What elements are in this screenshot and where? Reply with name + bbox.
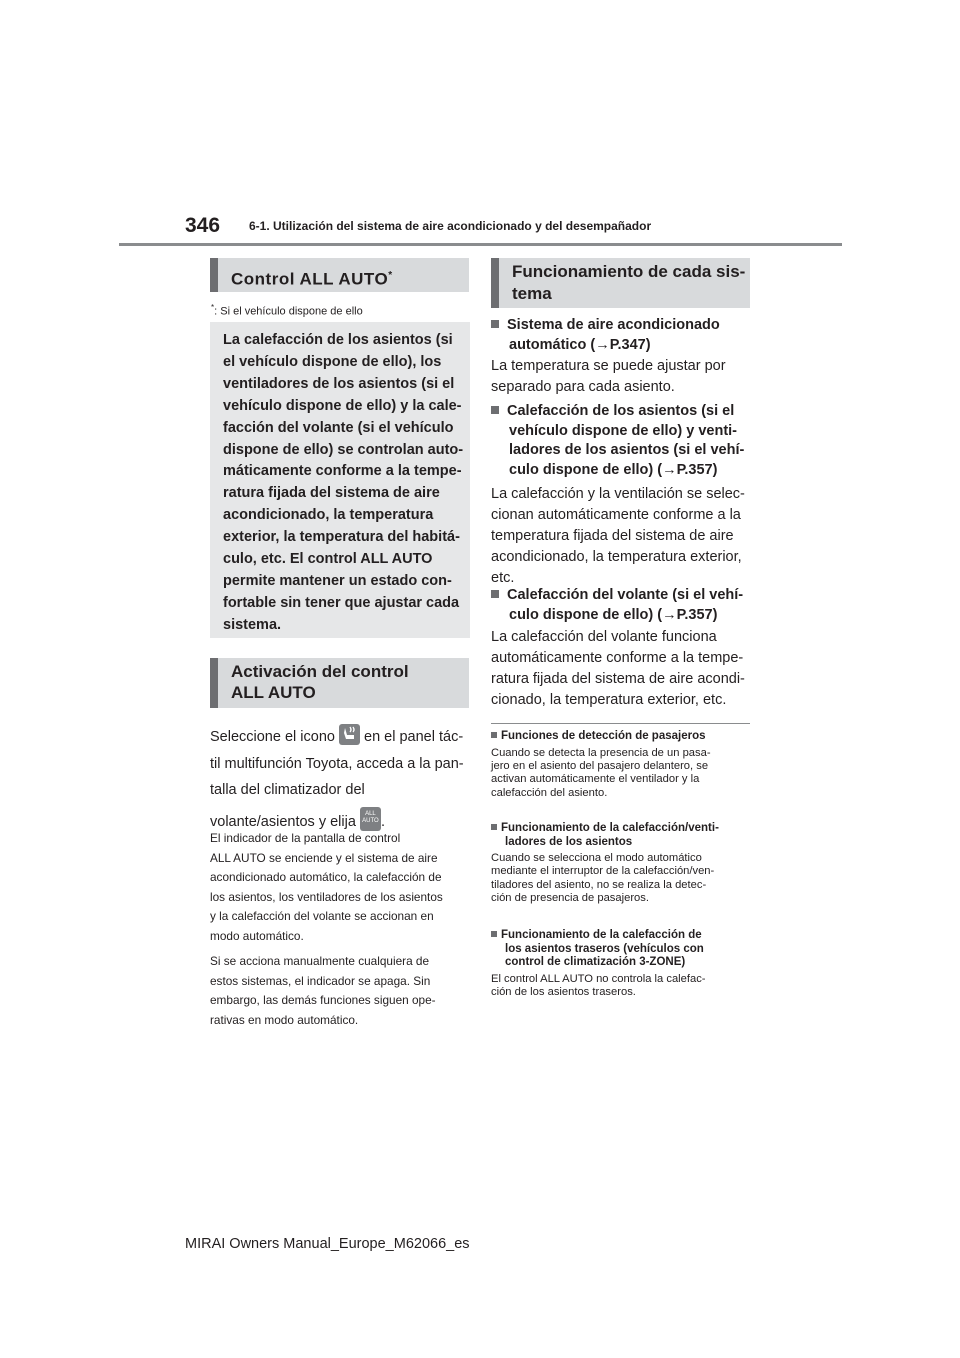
t2-line: cionan automáticamente conforme a la [491,507,741,523]
footnote [211,303,363,318]
note1-line: jero en el asiento del pasajero delantero, se [491,759,709,772]
heading-activation-line2: ALL AUTO [231,683,316,702]
section-title: 6-1. Utilización del sistema de aire acondicionado y del desempañador [249,219,652,233]
note3-head1: Funcionamiento de la calefacción de [501,929,702,941]
bullet3-line1: Calefacción del volante (si el vehí- [507,587,744,603]
bullet1-line1: Sistema de aire acondicionado [507,317,720,333]
summary-line: acondicionado, la temperatura [223,507,434,524]
steps-line1-post: en el panel tác- [364,729,464,745]
steps-line1-pre: Seleccione el icono [210,729,335,745]
heading-control-all-auto [210,258,469,292]
t1-line: La temperatura se puede ajustar por [491,358,726,374]
text-air-conditioning [491,356,756,398]
para1-line: acondicionado automático, la calefacción de [210,870,442,884]
square-bullet-icon [491,406,499,414]
t1-line: separado para cada asiento. [491,379,675,395]
summary-line: dispone de ello) se controlan auto- [223,441,464,458]
t2-line: temperatura fijada del sistema de aire [491,528,734,544]
t2-line: etc. [491,570,515,586]
summary-line: exterior, la temperatura del habitá- [223,529,460,546]
heading-each-system-line2: tema [512,284,552,303]
note1-line: activan automáticamente el ventilador y la [491,773,700,786]
notes-divider [491,723,750,724]
bullet2-line2: vehículo dispone de ello) y venti- [509,422,738,439]
note3-head2: los asientos traseros (vehículos con [505,942,704,955]
note3-head3: control de climatización 3-ZONE) [505,956,686,968]
indicator-paragraph [210,829,472,946]
note2-line: mediante el interruptor de la calefacción/ven- [491,865,715,878]
para1-line: El indicador de la pantalla de control [210,831,401,845]
note1-line: Cuando se detecta la presencia de un pasa- [491,746,711,759]
summary-line: máticamente conforme a la tempe- [223,463,462,480]
note2-head1: Funcionamiento de la calefacción/venti- [501,822,719,834]
footer-text: MIRAI Owners Manual_Europe_M62066_es [185,1236,470,1252]
heading-asterisk: * [388,270,393,281]
steps-line3: talla del climatizador del [210,782,365,798]
steps-line4-pre: volante/asientos y elija [210,814,356,830]
note2-head2: ladores de los asientos [505,835,633,848]
heading-each-system-line1: Funcionamiento de cada sis- [512,262,746,281]
square-bullet-icon [491,824,497,830]
summary-line: ratura fijada del sistema de aire [223,485,440,502]
steps-line4-post: . [380,814,385,830]
bullet1-line2: automático (→P.347) [509,336,651,353]
heading-control-all-auto-text: Control ALL AUTO [231,269,389,289]
summary-line: ventiladores de los asientos (si el [223,375,455,392]
summary-box [210,322,470,638]
t2-line: La calefacción y la ventilación se selec- [491,486,745,502]
summary-line: culo, etc. El control ALL AUTO [223,551,433,568]
t3-line: cionado, la temperatura exterior, etc. [491,692,727,708]
note-passenger-detection [491,730,756,800]
t3-line: ratura fijada del sistema de aire acondi- [491,671,745,687]
header-rule [119,243,842,246]
summary-line: fortable sin tener que ajustar cada [223,594,460,611]
note2-line: ción de presencia de pasajeros. [491,892,649,905]
text-steering-heating [491,627,756,711]
summary-line: vehículo dispone de ello) y la cale- [223,397,462,414]
summary-line: permite mantener un estado con- [223,572,452,589]
bullet-seat-heating [491,402,756,480]
seat-heater-icon [339,724,360,745]
square-bullet-icon [491,732,497,738]
note1-head: Funciones de detección de pasajeros [501,730,706,742]
summary-line: La calefacción de los asientos (si [223,332,453,348]
bullet-steering-heating [491,586,756,625]
heading-each-system [491,258,750,308]
bullet-air-conditioning [491,316,756,355]
note2-line: tiladores del asiento, no se realiza la detec- [491,878,707,891]
heading-activation-line1: Activación del control [231,662,409,681]
manual-operation-paragraph [210,952,472,1030]
note-seat-heating-operation [491,822,756,906]
page-number: 346 [185,214,221,237]
heading-activation [210,658,469,708]
note1-line: calefacción del asiento. [491,786,608,799]
para2-line: rativas en modo automático. [210,1012,359,1027]
steps-line2: til multifunción Toyota, acceda a la pan- [210,756,464,772]
para1-line: ALL AUTO se enciende y el sistema de aire [210,850,438,865]
para2-line: embargo, las demás funciones siguen ope- [210,993,436,1007]
square-bullet-icon [491,320,499,328]
square-bullet-icon [491,590,499,598]
para1-line: modo automático. [210,928,304,943]
para1-line: los asientos, los ventiladores de los asientos [210,889,443,904]
bullet2-line3: ladores de los asientos (si el vehí- [509,442,745,458]
note2-line: Cuando se selecciona el modo automático [491,852,702,864]
summary-line: facción del volante (si el vehículo [223,419,454,436]
note3-line: El control ALL AUTO no controla la calefac- [491,972,706,985]
bullet3-line2: culo dispone de ello) (→P.357) [509,606,718,623]
t2-line: acondicionado, la temperatura exterior, [491,549,742,565]
bullet2-line4: culo dispone de ello) (→P.357) [509,461,718,478]
note3-line: ción de los asientos traseros. [491,985,636,998]
activation-steps [210,724,470,835]
para2-line: estos sistemas, el indicador se apaga. Sin [210,973,431,988]
bullet2-line1: Calefacción de los asientos (si el [507,403,735,419]
note-rear-seat-heating [491,929,756,999]
footnote-text: : Si el vehículo dispone de ello [214,305,363,318]
text-seat-heating [491,484,756,589]
square-bullet-icon [491,931,497,937]
footnote-mark: * [211,303,215,312]
t3-line: La calefacción del volante funciona [491,629,717,645]
summary-line: sistema. [223,616,282,633]
para1-line: y la calefacción del volante se accionan en [210,909,434,923]
all-auto-icon [360,807,381,831]
t3-line: automáticamente conforme a la tempe- [491,650,744,666]
all-auto-icon-text: ALL AUTO [362,811,379,824]
summary-line: el vehículo dispone de ello), los [223,353,442,370]
para2-line: Si se acciona manualmente cualquiera de [210,954,430,968]
